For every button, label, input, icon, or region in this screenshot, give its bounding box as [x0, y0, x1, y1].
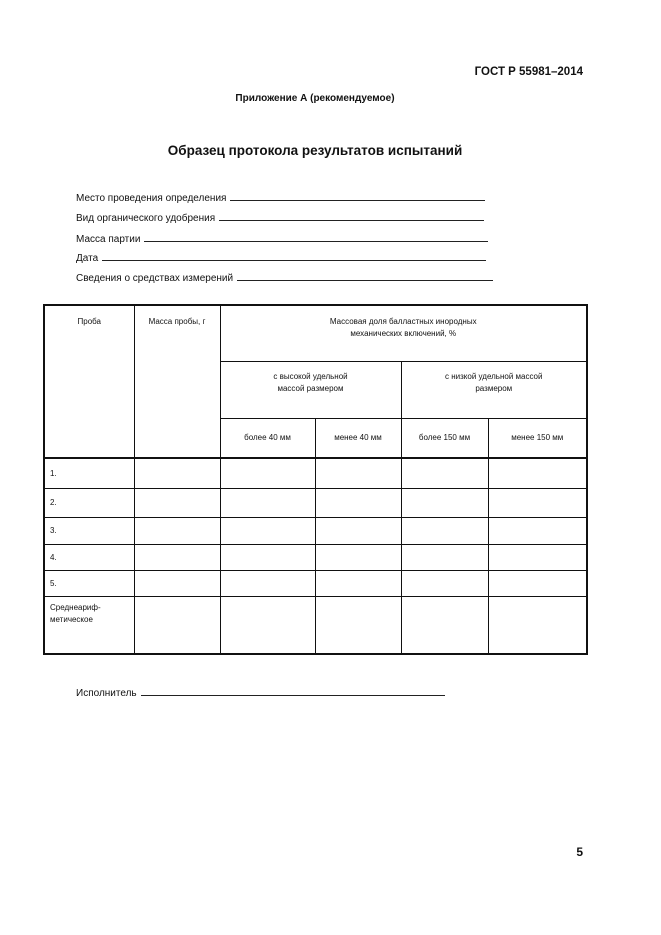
field-batch-mass: [76, 232, 488, 245]
field-batch-mass-line: [144, 232, 488, 242]
row-label-2: 2.: [44, 488, 134, 517]
field-date-line: [102, 251, 486, 261]
table-row: [44, 596, 587, 654]
page-title: Образец протокола результатов испытаний: [167, 143, 463, 158]
table-row: [44, 458, 587, 488]
field-batch-mass-label: Масса партии: [76, 234, 141, 245]
header-low-density: с низкой удельной массой размером: [401, 361, 587, 418]
row-label-4: 4.: [44, 544, 134, 570]
header-sample-mass: Масса пробы, г: [134, 305, 220, 458]
field-instruments: [76, 271, 493, 284]
field-executor-label: Исполнитель: [76, 688, 137, 699]
header-fraction: Массовая доля балластных инородных механических включений, %: [220, 305, 587, 361]
header-more-150mm: более 150 мм: [401, 418, 488, 458]
header-high-density: с высокой удельной массой размером: [220, 361, 401, 418]
table-row: [44, 517, 587, 544]
table-row: [44, 488, 587, 517]
header-sample: Проба: [44, 305, 134, 458]
header-less-40mm: менее 40 мм: [315, 418, 401, 458]
field-executor-line: [141, 686, 445, 696]
header-more-40mm: более 40 мм: [220, 418, 315, 458]
field-location: [76, 191, 485, 204]
table-row: [44, 544, 587, 570]
field-fertilizer-type: [76, 211, 484, 224]
row-label-3: 3.: [44, 517, 134, 544]
field-location-label: Место проведения определения: [76, 193, 227, 204]
field-executor: [76, 686, 445, 699]
field-fertilizer-type-label: Вид органического удобрения: [76, 213, 216, 224]
document-standard-number: ГОСТ Р 55981–2014: [474, 66, 583, 78]
table-row: [44, 570, 587, 596]
field-instruments-line: [237, 271, 493, 281]
header-less-150mm: менее 150 мм: [488, 418, 587, 458]
field-date-label: Дата: [76, 253, 99, 264]
field-fertilizer-type-line: [219, 211, 484, 221]
field-date: [76, 251, 486, 264]
protocol-table: [43, 304, 588, 655]
row-label-average: Среднеариф-метическое: [44, 596, 134, 654]
row-label-5: 5.: [44, 570, 134, 596]
field-instruments-label: Сведения о средствах измерений: [76, 273, 234, 284]
field-location-line: [230, 191, 485, 201]
page-number: 5: [576, 845, 583, 859]
annex-heading: Приложение А (рекомендуемое): [235, 93, 395, 104]
row-label-1: 1.: [44, 458, 134, 488]
